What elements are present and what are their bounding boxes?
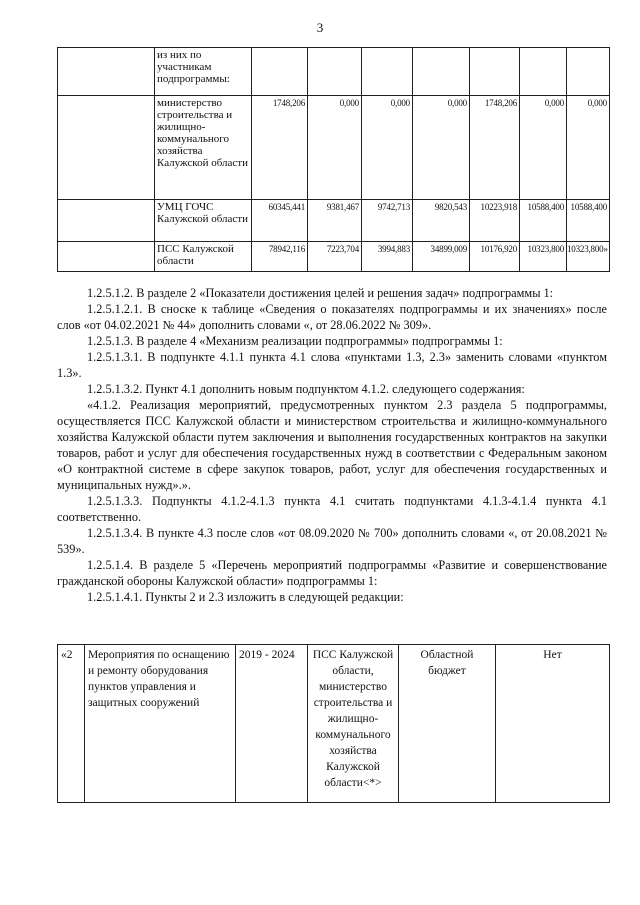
event-activity-cell: Мероприятия по оснащению и ремонту оборудования пунктов управления и защитных сооружений — [85, 645, 236, 803]
funding-value-cell — [470, 48, 520, 96]
paragraph: 1.2.5.1.3. В разделе 4 «Механизм реализации подпрограммы» подпрограммы 1: — [87, 334, 503, 348]
funding-value-cell: 60345,441 — [252, 200, 308, 242]
paragraph: 1.2.5.1.4. В разделе 5 «Перечень мероприятий подпрограммы «Развитие и совершенствование гражданской обороны Калужской области» подпрограммы 1: — [57, 558, 607, 588]
empty-cell — [58, 200, 155, 242]
funding-value-cell: 9820,543 — [413, 200, 470, 242]
funding-value-cell — [567, 48, 610, 96]
paragraph: 1.2.5.1.3.2. Пункт 4.1 дополнить новым подпунктом 4.1.2. следующего содержания: — [87, 382, 525, 396]
empty-cell — [58, 48, 155, 96]
participant-name-cell: ПСС Калужской области — [155, 242, 252, 272]
participant-name-cell: УМЦ ГОЧС Калужской области — [155, 200, 252, 242]
funding-value-cell: 10323,800 — [520, 242, 567, 272]
funding-value-cell: 1748,206 — [470, 96, 520, 200]
event-number-cell: «2 — [58, 645, 85, 803]
event-period-cell: 2019 - 2024 — [236, 645, 308, 803]
participant-name-cell: из них по участникам подпрограммы: — [155, 48, 252, 96]
funding-value-cell: 10323,800» — [567, 242, 610, 272]
funding-value-cell: 10588,400 — [520, 200, 567, 242]
funding-value-cell: 9742,713 — [362, 200, 413, 242]
funding-value-cell: 9381,467 — [308, 200, 362, 242]
funding-table — [57, 47, 610, 272]
funding-value-cell: 3994,883 — [362, 242, 413, 272]
table-row — [58, 200, 610, 242]
empty-cell — [58, 96, 155, 200]
funding-value-cell: 10223,918 — [470, 200, 520, 242]
funding-value-cell — [413, 48, 470, 96]
funding-value-cell: 0,000 — [567, 96, 610, 200]
table-row — [58, 48, 610, 96]
funding-value-cell: 7223,704 — [308, 242, 362, 272]
paragraph: 1.2.5.1.2.1. В сноске к таблице «Сведения о показателях подпрограммы и их значениях» после слов «от 04.02.2021 № 44» дополнить словами «, от 28.06.2022 № 309». — [57, 302, 607, 332]
paragraph: 1.2.5.1.3.3. Подпункты 4.1.2-4.1.3 пункта 4.1 считать подпунктами 4.1.3-4.1.4 пункта 4.1 соответственно. — [57, 494, 607, 524]
events-table — [57, 644, 610, 803]
funding-value-cell — [520, 48, 567, 96]
paragraph: 1.2.5.1.2. В разделе 2 «Показатели достижения целей и решения задач» подпрограммы 1: — [87, 286, 554, 300]
funding-value-cell — [362, 48, 413, 96]
funding-value-cell: 10588,400 — [567, 200, 610, 242]
participant-name-cell: министерство строительства и жилищно-коммунального хозяйства Калужской области — [155, 96, 252, 200]
funding-value-cell — [252, 48, 308, 96]
event-executor-cell: ПСС Калужской области, министерство строительства и жилищно-коммунального хозяйства Калужской области<*> — [308, 645, 399, 803]
event-source-cell: Областной бюджет — [399, 645, 496, 803]
paragraph: 1.2.5.1.3.4. В пункте 4.3 после слов «от 08.09.2020 № 700» дополнить словами «, от 20.08.2021 № 539». — [57, 526, 607, 556]
funding-value-cell: 0,000 — [520, 96, 567, 200]
funding-value-cell: 10176,920 — [470, 242, 520, 272]
paragraph-quoted-clause: «4.1.2. Реализация мероприятий, предусмотренных пунктом 2.3 раздела 5 подпрограммы, осуществляется ПСС Калужской области и министерством строительства и жилищно-коммунального хозяйства Калужской области путем заключения и выполнения государственных контрактов на закупки товаров, работ и услуг для обеспечения государственных нужд в соответствии с Федеральным законом «О контрактной системе в сфере закупок товаров, работ, услуг для обеспечения государственных и муниципальных нужд».». — [57, 398, 607, 492]
funding-value-cell: 0,000 — [362, 96, 413, 200]
page-number: 3 — [316, 20, 324, 35]
empty-cell — [58, 242, 155, 272]
funding-value-cell: 34899,009 — [413, 242, 470, 272]
paragraph: 1.2.5.1.3.1. В подпункте 4.1.1 пункта 4.1 слова «пунктами 1.3, 2.3» заменить словами «пунктом 1.3». — [57, 350, 607, 380]
funding-value-cell: 78942,116 — [252, 242, 308, 272]
funding-value-cell: 1748,206 — [252, 96, 308, 200]
paragraph: 1.2.5.1.4.1. Пункты 2 и 2.3 изложить в следующей редакции: — [87, 590, 404, 604]
funding-value-cell — [308, 48, 362, 96]
event-amount-cell: Нет — [496, 645, 610, 803]
body-text — [57, 285, 607, 605]
table-row — [58, 96, 610, 200]
table-row — [58, 645, 610, 803]
funding-value-cell: 0,000 — [413, 96, 470, 200]
funding-value-cell: 0,000 — [308, 96, 362, 200]
table-row — [58, 242, 610, 272]
